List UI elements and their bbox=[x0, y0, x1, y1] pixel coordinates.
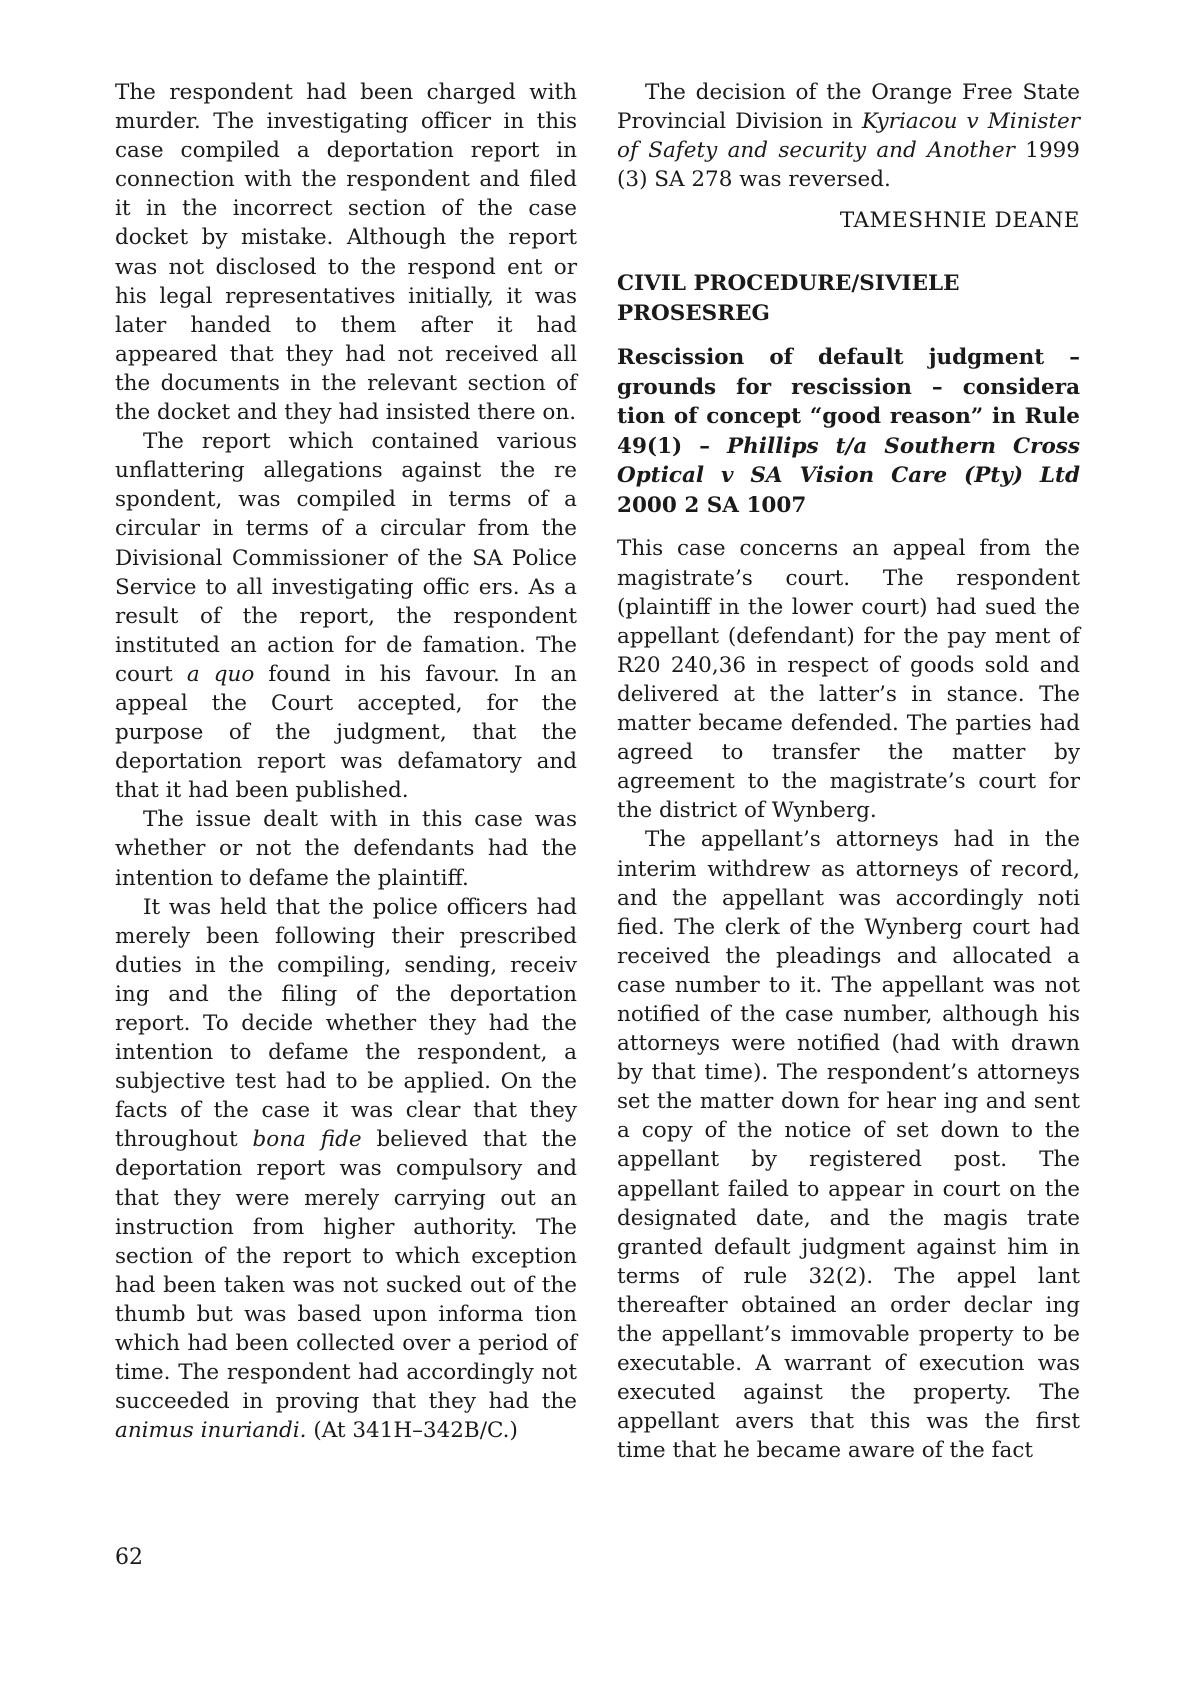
left-paragraph-2-italic: a quo bbox=[186, 661, 255, 687]
right-paragraph-1-text-b: 1999 (3) SA 278 was reversed. bbox=[617, 138, 1080, 193]
left-paragraph-3: The issue dealt with in this case was whether or not the defendants had the intention to defame the plaintiff. bbox=[115, 807, 577, 891]
right-paragraph-1-text-a: The decision of the Orange Free State Provincial Division in bbox=[617, 80, 1080, 135]
case-heading-text-b: 2000 2 SA 1007 bbox=[617, 492, 807, 518]
right-column bbox=[617, 78, 1080, 1465]
left-paragraph-4-text-c: (At 341H–342B/C.) bbox=[306, 1418, 518, 1444]
author-name: TAMESHNIE DEANE bbox=[839, 208, 1080, 234]
left-paragraph-2-text-b: found in his favour. In an appeal the Court accepted, for the purpose of the judgment, that the deportation report was defamatory and that it had been published. bbox=[115, 661, 577, 804]
left-paragraph-4 bbox=[115, 893, 577, 1446]
left-paragraph-2 bbox=[115, 427, 577, 805]
section-heading: CIVIL PROCEDURE/SIVIELE PROSESREG bbox=[617, 271, 960, 327]
left-paragraph-1: The respondent had been charged with murder. The investigating officer in this case compiled a deportation report in connection with the respondent and filed it in the incorrect section of the case docket by mistake. Although the report was not disclosed to the respond ent or his legal representatives initially, it was later handed to them after it had appeared that they had not received all the documents in the relevant section of the docket and they had insisted there on. bbox=[115, 80, 577, 426]
left-paragraph-4-italic-1: bona fide bbox=[252, 1127, 362, 1153]
left-paragraph-2-text-a: The report which contained various unflattering allegations against the re spondent, was compiled in terms of a circular in terms of a circular from the Divisional Commissioner of the SA Police Service to all investigating offic ers. As a result of the report, the respondent instituted an action for de famation. The court bbox=[115, 429, 577, 687]
case-heading bbox=[617, 343, 1080, 520]
case-heading-text-a: Rescission of default judgment – grounds for rescission – considera tion of concept “good reason” in Rule 49(1) – bbox=[617, 345, 1080, 459]
left-paragraph-4-text-a: It was held that the police officers had merely been following their prescribed duties in the compiling, sending, receiv ing and the filing of the deportation report. To decide whether they had the intention to defame the respondent, a subjective test had to be applied. On the facts of the case it was clear that they throughout bbox=[115, 894, 577, 1153]
right-paragraph-3: The appellant’s attorneys had in the interim withdrew as attorneys of record, and the appellant was accordingly noti fied. The clerk of the Wynberg court had received the pleadings and allocated a case number to it. The appellant was not notified of the case number, although his attorneys were notified (had with drawn by that time). The respondent’s attorneys set the matter down for hear ing and sent a copy of the notice of set down to the appellant by registered post. The appellant failed to appear in court on the designated date, and the magis trate granted default judgment against him in terms of rule 32(2). The appel lant thereafter obtained an order declar ing the appellant’s immovable property to be executable. A warrant of execution was executed against the property. The appellant avers that this was the first time that he became aware of the fact bbox=[617, 827, 1080, 1464]
right-paragraph-1-italic: Kyriacou v Minister of Safety and security and Another bbox=[617, 109, 1080, 164]
right-paragraph-2: This case concerns an appeal from the magistrate’s court. The respondent (plaintiff in the lower court) had sued the appellant (defendant) for the pay ment of R20 240,36 in respect of goods sold and delivered at the latter’s in stance. The matter became defended. The parties had agreed to transfer the matter by agreement to the magistrate’s court for the district of Wynberg. bbox=[617, 536, 1080, 824]
page-number: 62 bbox=[115, 1545, 143, 1570]
left-paragraph-4-text-b: believed that the deportation report was compulsory and that they were merely carrying out an instruction from higher authority. The section of the report to which exception had been taken was not sucked out of the thumb but was based upon informa tion which had been collected over a period of time. The respondent had accordingly not succeeded in proving that they had the bbox=[115, 1127, 577, 1415]
left-paragraph-4-italic-2: animus inuriandi. bbox=[115, 1418, 307, 1444]
case-heading-italic: Phillips t/a Southern Cross Optical v SA Vision Care (Pty) Ltd bbox=[617, 433, 1080, 489]
right-paragraph-1 bbox=[617, 78, 1080, 194]
left-column bbox=[115, 78, 577, 1445]
